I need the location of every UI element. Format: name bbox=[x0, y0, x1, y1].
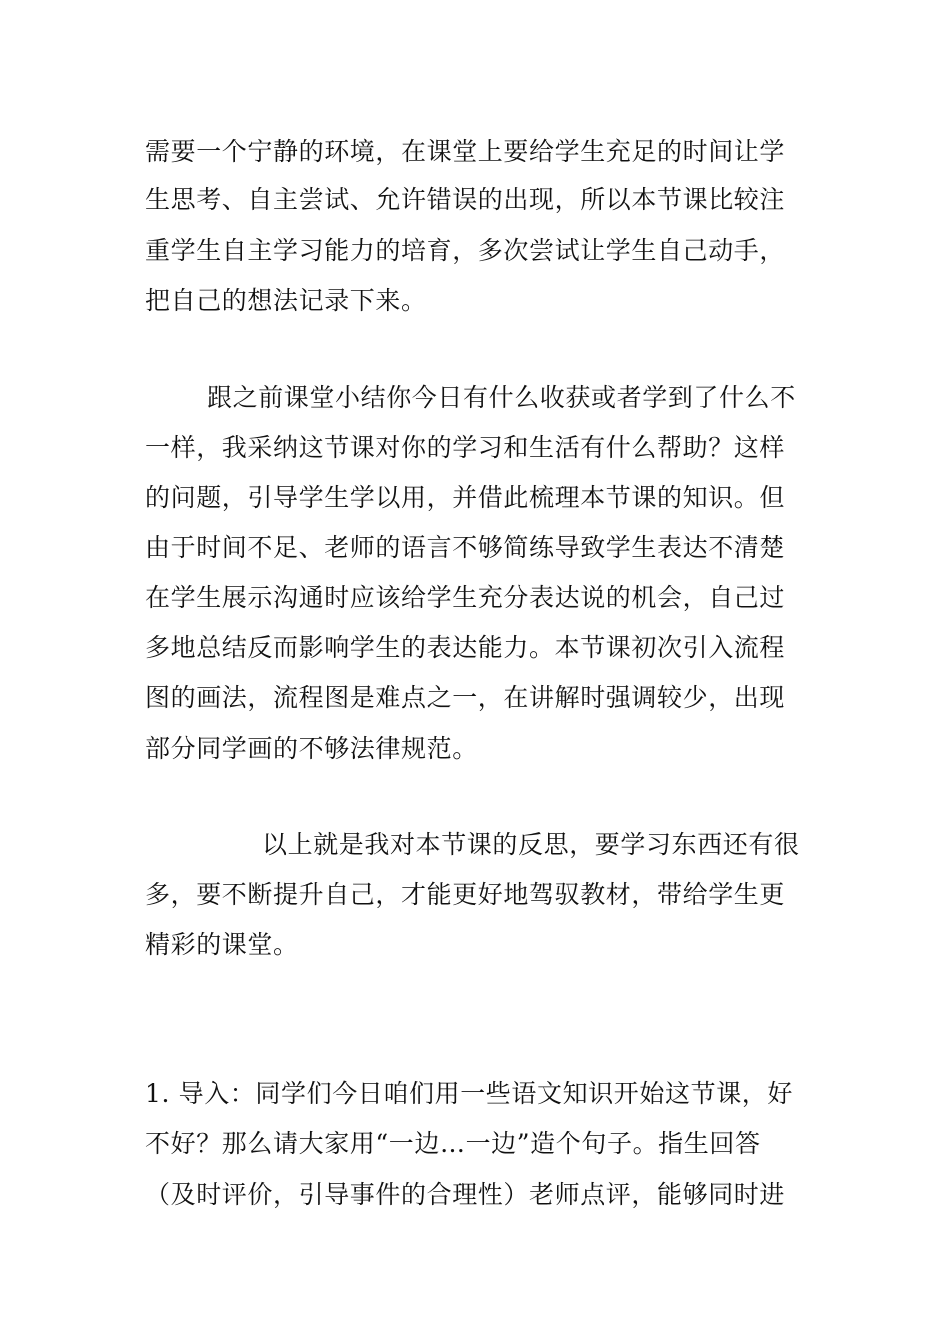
text-line: 把自己的想法记录下来。 bbox=[145, 286, 427, 315]
text-line: 多地总结反而影响学生的表达能力。本节课初次引入流程 bbox=[145, 633, 786, 662]
text-line: 图的画法，流程图是难点之一，在讲解时强调较少，出现 bbox=[145, 683, 786, 712]
text-line: 在学生展示沟通时应该给学生充分表达说的机会，自己过 bbox=[145, 583, 786, 612]
text-line: 跟之前课堂小结你今日有什么收获或者学到了什么不 bbox=[207, 383, 796, 412]
text-line: 精彩的课堂。 bbox=[145, 930, 299, 959]
text-line: 一样，我采纳这节课对你的学习和生活有什么帮助？这样 bbox=[145, 433, 786, 462]
text-line: 不好？那么请大家用“一边…一边”造个句子。指生回答 bbox=[145, 1129, 761, 1158]
text-line: 需要一个宁静的环境，在课堂上要给学生充足的时间让学 bbox=[145, 137, 786, 166]
text-line: 的问题，引导学生学以用，并借此梳理本节课的知识。但 bbox=[145, 483, 786, 512]
text-line: 以上就是我对本节课的反思，要学习东西还有很 bbox=[262, 830, 800, 859]
text-line: 生思考、自主尝试、允许错误的出现，所以本节课比较注 bbox=[145, 185, 786, 214]
text-line: 1. 导入：同学们今日咱们用一些语文知识开始这节课，好 bbox=[145, 1079, 794, 1108]
text-line: 多，要不断提升自己，才能更好地驾驭教材，带给学生更 bbox=[145, 880, 786, 909]
text-line: 重学生自主学习能力的培育，多次尝试让学生自己动手， bbox=[145, 236, 786, 265]
text-line: （及时评价，引导事件的合理性）老师点评，能够同时进 bbox=[145, 1180, 786, 1209]
text-line: 由于时间不足、老师的语言不够简练导致学生表达不清楚 bbox=[145, 533, 786, 562]
text-line: 部分同学画的不够法律规范。 bbox=[145, 734, 478, 763]
